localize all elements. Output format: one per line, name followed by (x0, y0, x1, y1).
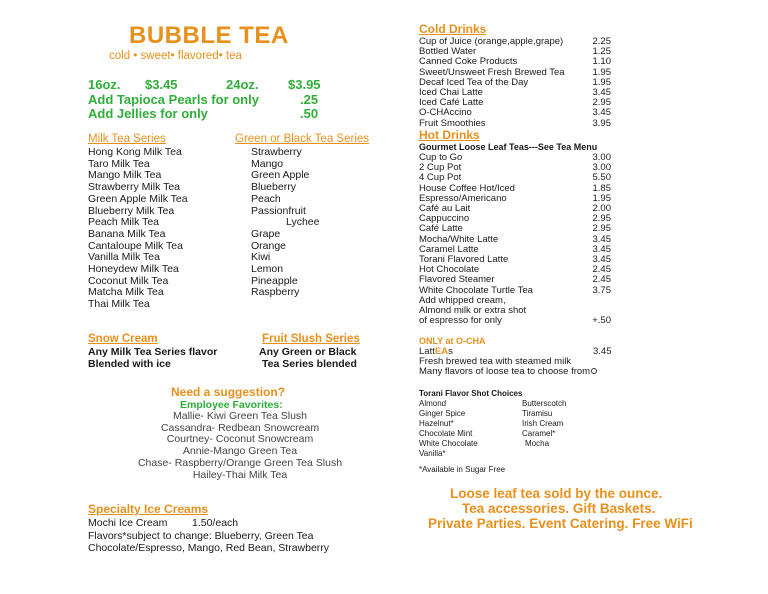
tapioca-price: .25 (300, 92, 319, 107)
item-price: 2.95 (592, 223, 611, 235)
footer-line1: Loose leaf tea sold by the ounce. (450, 486, 663, 501)
list-item: Honeydew Milk Tea (88, 263, 179, 276)
almond-note-2: of espresso for only (419, 315, 502, 327)
list-item: Hailey-Thai Milk Tea (192, 468, 288, 481)
jellies-price: .50 (300, 106, 319, 121)
item-price: 3.45 (592, 233, 611, 245)
torani-heading: Torani Flavor Shot Choices (419, 389, 523, 398)
jellies-label: Add Jellies for only (88, 106, 208, 121)
list-item: Annie-Mango Green Tea (182, 445, 298, 458)
item-price: 1.85 (592, 182, 611, 194)
hot-drinks-sub: Gourmet Loose Leaf Teas---See Tea Menu (419, 142, 598, 152)
item-name: Espresso/Americano (419, 192, 507, 204)
almond-price: +.50 (592, 315, 611, 327)
item-name: Decaf Iced Tea of the Day (419, 76, 529, 88)
item-price: 3.75 (592, 284, 611, 296)
list-item: Butterscotch (522, 399, 567, 408)
footer-line3: Private Parties. Event Catering. Free WiFi (428, 516, 693, 531)
latteas-suffix: s (448, 346, 453, 357)
item-price: 2.95 (592, 213, 611, 225)
latteas-desc2 (419, 366, 597, 377)
size-24oz: 24oz. (226, 77, 259, 92)
item-price: 2.45 (592, 274, 611, 286)
item-name: 4 Cup Pot (419, 172, 462, 184)
milk-tea-list (88, 147, 188, 311)
suggestion-list (120, 411, 360, 481)
specialty-heading: Specialty Ice Creams (88, 502, 209, 516)
item-price: 1.25 (592, 46, 611, 58)
list-item: Grape (251, 227, 281, 240)
item-name: Cup to Go (419, 152, 463, 163)
suggestion-heading: Need a suggestion? (171, 385, 286, 399)
item-price: 3.45 (592, 243, 611, 255)
footer-line2: Tea accessories. Gift Baskets. (462, 501, 656, 516)
item-name: 2 Cup Pot (419, 162, 462, 174)
list-item: Green Apple Milk Tea (88, 192, 188, 205)
item-name: Café au Lait (419, 203, 471, 215)
latteas-accent: EA (434, 346, 449, 357)
item-price: 3.00 (592, 162, 611, 174)
item-price: 3.00 (592, 152, 611, 163)
list-item: Cassandra- Redbean Snowcream (160, 421, 320, 434)
item-name: White Chocolate Turtle Tea (419, 284, 533, 296)
item-name: Cup of Juice (orange,apple,grape) (419, 36, 564, 47)
list-item: Lemon (251, 263, 284, 276)
flavors-line1: Flavors*subject to change: Blueberry, Green Tea (88, 530, 314, 542)
list-item: Courtney- Coconut Snowcream (166, 433, 314, 446)
list-item: Peach (251, 192, 281, 205)
list-item: Hazelnut* (419, 419, 454, 428)
list-item: Lychee (286, 216, 320, 229)
list-item: Blueberry Milk Tea (88, 204, 175, 217)
list-item: Passionfruit (251, 204, 306, 217)
list-item: Vanilla* (419, 449, 446, 458)
price-16oz: $3.45 (145, 77, 178, 92)
item-price: 3.45 (592, 87, 611, 99)
latteas-price: 3.45 (593, 346, 612, 357)
item-name: Canned Coke Products (419, 56, 518, 68)
snow-cream-heading: Snow Cream (88, 333, 158, 345)
mochi-price: 1.50/each (192, 517, 239, 529)
item-price: 1.95 (592, 66, 611, 78)
list-item: Irish Cream (522, 419, 564, 428)
list-item: Raspberry (251, 286, 300, 299)
list-item: Coconut Milk Tea (88, 274, 169, 287)
almond-note: Almond milk or extra shot (419, 305, 527, 317)
green-black-list (251, 147, 319, 299)
item-price: 2.45 (592, 264, 611, 276)
item-price: 3.95 (592, 117, 611, 129)
list-item: Green Apple (251, 169, 310, 182)
latteas-desc1: Fresh brewed tea with steamed milk (419, 356, 572, 367)
list-item: Tiramisu (522, 409, 553, 418)
fruit-slush-line1: Any Green or Black (259, 346, 357, 358)
item-name: Iced Café Latte (419, 97, 484, 109)
list-item: Banana Milk Tea (88, 227, 166, 240)
item-name: Caramel Latte (419, 243, 479, 255)
torani-right-list (522, 399, 566, 449)
item-name: Mocha/White Latte (419, 233, 499, 245)
list-item: Chocolate Mint (419, 429, 473, 438)
mochi-label: Mochi Ice Cream (88, 517, 168, 529)
list-item: Mallie- Kiwi Green Tea Slush (172, 410, 308, 422)
list-item: Pineapple (251, 274, 298, 287)
item-name: Bottled Water (419, 46, 477, 58)
list-item: Hong Kong Milk Tea (88, 146, 182, 158)
item-name: Hot Chocolate (419, 264, 480, 276)
list-item: Taro Milk Tea (88, 157, 150, 170)
latteas-prefix: Latt (419, 346, 435, 357)
size-16oz: 16oz. (88, 77, 121, 92)
fruit-slush-line2: Tea Series blended (262, 358, 357, 370)
whipped-cream-note: Add whipped cream, (419, 294, 506, 306)
green-black-heading: Green or Black Tea Series (235, 133, 370, 145)
item-price: 3.45 (592, 107, 611, 119)
list-item: Strawberry Milk Tea (88, 181, 180, 194)
item-name: Fruit Smoothies (419, 117, 486, 129)
item-price: 1.95 (592, 76, 611, 88)
hot-drinks-list (419, 153, 611, 326)
list-item: Thai Milk Tea (88, 298, 150, 311)
item-name: Torani Flavored Latte (419, 254, 509, 266)
list-item: Strawberry (251, 146, 302, 158)
cold-drinks-list (419, 37, 611, 129)
list-item: Blueberry (251, 181, 296, 194)
item-name: House Coffee Hot/Iced (419, 182, 515, 194)
torani-left-list (419, 399, 478, 459)
item-price: 3.45 (592, 254, 611, 266)
snow-cream-line2: Blended with ice (88, 358, 171, 370)
fruit-slush-heading: Fruit Slush Series (262, 333, 360, 345)
list-item: Peach Milk Tea (88, 216, 160, 229)
circle-icon (591, 368, 597, 374)
hot-drinks-heading: Hot Drinks (419, 128, 480, 142)
tapioca-label: Add Tapioca Pearls for only (88, 92, 259, 107)
suggestion-sub: Employee Favorites: (180, 399, 283, 411)
list-item: Caramel* (522, 429, 556, 438)
torani-note: *Available in Sugar Free (419, 465, 506, 474)
list-item: Orange (251, 239, 287, 252)
item-name: Iced Chai Latte (419, 87, 483, 99)
page-subtitle: cold • sweet• flavored• tea (109, 50, 242, 62)
list-item: White Chocolate (419, 439, 478, 448)
list-item: Almond (419, 399, 447, 408)
list-item: Ginger Spice (419, 409, 466, 418)
list-item: Mocha (525, 439, 550, 448)
item-price: 1.95 (592, 192, 611, 204)
list-item: Chase- Raspberry/Orange Green Tea Slush (137, 456, 343, 469)
cold-drinks-heading: Cold Drinks (419, 22, 487, 36)
list-item: Matcha Milk Tea (88, 286, 164, 299)
snow-cream-line1: Any Milk Tea Series flavor (88, 346, 218, 358)
flavors-line2: Chocolate/Espresso, Mango, Red Bean, Strawberry (88, 542, 330, 554)
item-price: 2.95 (592, 97, 611, 109)
item-price: 1.10 (592, 56, 611, 68)
page-title: BUBBLE TEA (129, 22, 289, 49)
item-name: Flavored Steamer (419, 274, 495, 286)
list-item: Mango Milk Tea (88, 169, 162, 182)
item-price: 2.00 (592, 203, 611, 215)
item-price: 5.50 (592, 172, 611, 184)
price-24oz: $3.95 (288, 77, 321, 92)
item-price: 2.25 (592, 36, 611, 47)
milk-tea-heading: Milk Tea Series (88, 133, 166, 145)
item-name: Café Latte (419, 223, 463, 235)
item-name: O-CHAccino (419, 107, 472, 119)
latteas-desc2-text: Many flavors of loose tea to choose from (419, 366, 591, 377)
item-name: Cappuccino (419, 213, 470, 225)
list-item: Vanilla Milk Tea (88, 251, 160, 264)
ocha-heading: ONLY at O-CHA (419, 336, 486, 346)
list-item: Cantaloupe Milk Tea (88, 239, 183, 252)
list-item (419, 316, 611, 326)
item-name: Sweet/Unsweet Fresh Brewed Tea (419, 66, 565, 78)
list-item: Kiwi (251, 251, 271, 264)
list-item: Mango (251, 157, 284, 170)
